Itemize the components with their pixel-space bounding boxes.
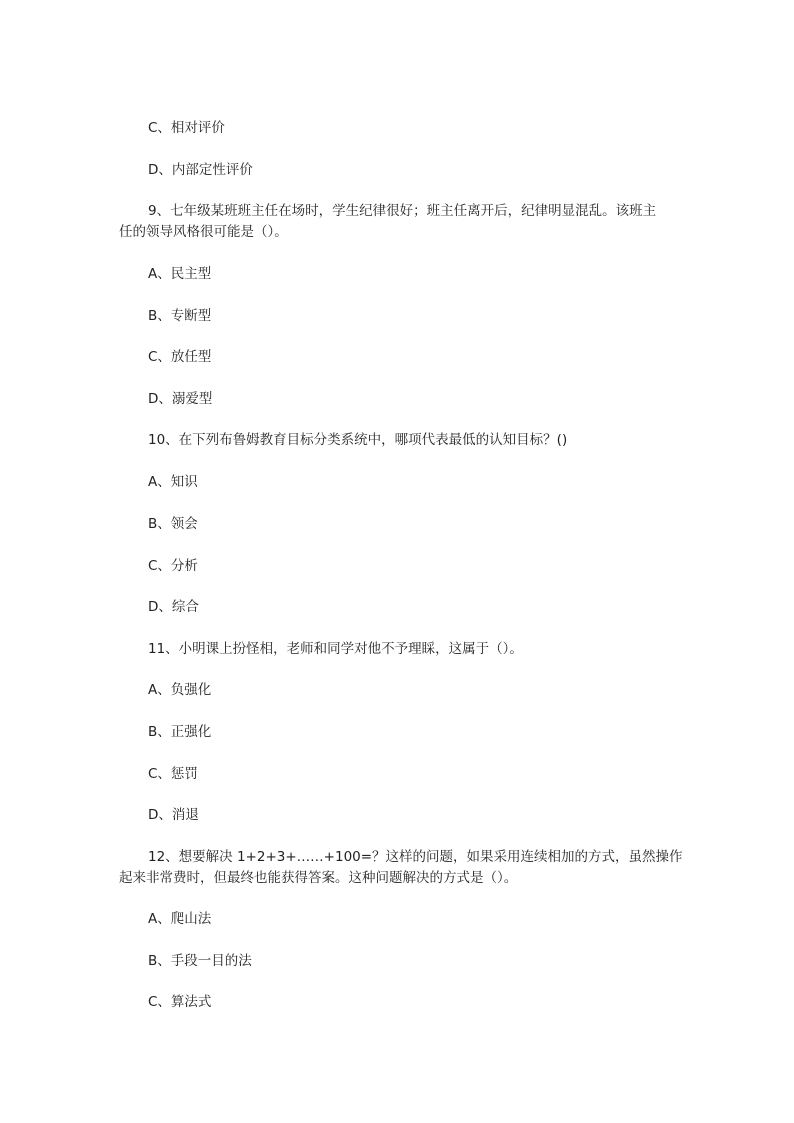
option-d-internal-qualitative-evaluation: D、内部定性评价 (148, 162, 253, 178)
question-9-line-1: 9、七年级某班班主任在场时，学生纪律很好；班主任离开后，纪律明显混乱。该班主 (148, 203, 657, 219)
option-b-autocratic: B、专断型 (148, 308, 212, 324)
question-12-line-2: 起来非常费时，但最终也能获得答案。这种问题解决的方式是（）。 (119, 870, 518, 886)
question-10: 10、在下列布鲁姆教育目标分类系统中，哪项代表最低的认知目标？() (148, 432, 568, 448)
option-d-synthesis: D、综合 (148, 599, 199, 615)
question-11: 11、小明课上扮怪相，老师和同学对他不予理睬，这属于（）。 (148, 641, 523, 657)
option-a-negative-reinforcement: A、负强化 (148, 682, 212, 698)
option-c-algorithm: C、算法式 (148, 994, 212, 1010)
question-9-line-2: 任的领导风格很可能是（）。 (119, 224, 288, 240)
option-c-laissez-faire: C、放任型 (148, 349, 212, 365)
option-a-democratic: A、民主型 (148, 266, 212, 282)
option-d-indulgent: D、溺爱型 (148, 391, 213, 407)
option-c-punishment: C、惩罚 (148, 766, 198, 782)
question-12-line-1: 12、想要解决 1+2+3+……+100=？这样的问题，如果采用连续相加的方式，虽然操作 (148, 849, 683, 865)
option-a-knowledge: A、知识 (148, 474, 198, 490)
option-a-hill-climbing: A、爬山法 (148, 911, 212, 927)
option-c-analysis: C、分析 (148, 558, 198, 574)
option-c-relative-evaluation: C、相对评价 (148, 120, 225, 136)
option-b-means-ends: B、手段一目的法 (148, 953, 252, 969)
option-b-comprehension: B、领会 (148, 516, 198, 532)
option-d-extinction: D、消退 (148, 807, 199, 823)
option-b-positive-reinforcement: B、正强化 (148, 724, 212, 740)
